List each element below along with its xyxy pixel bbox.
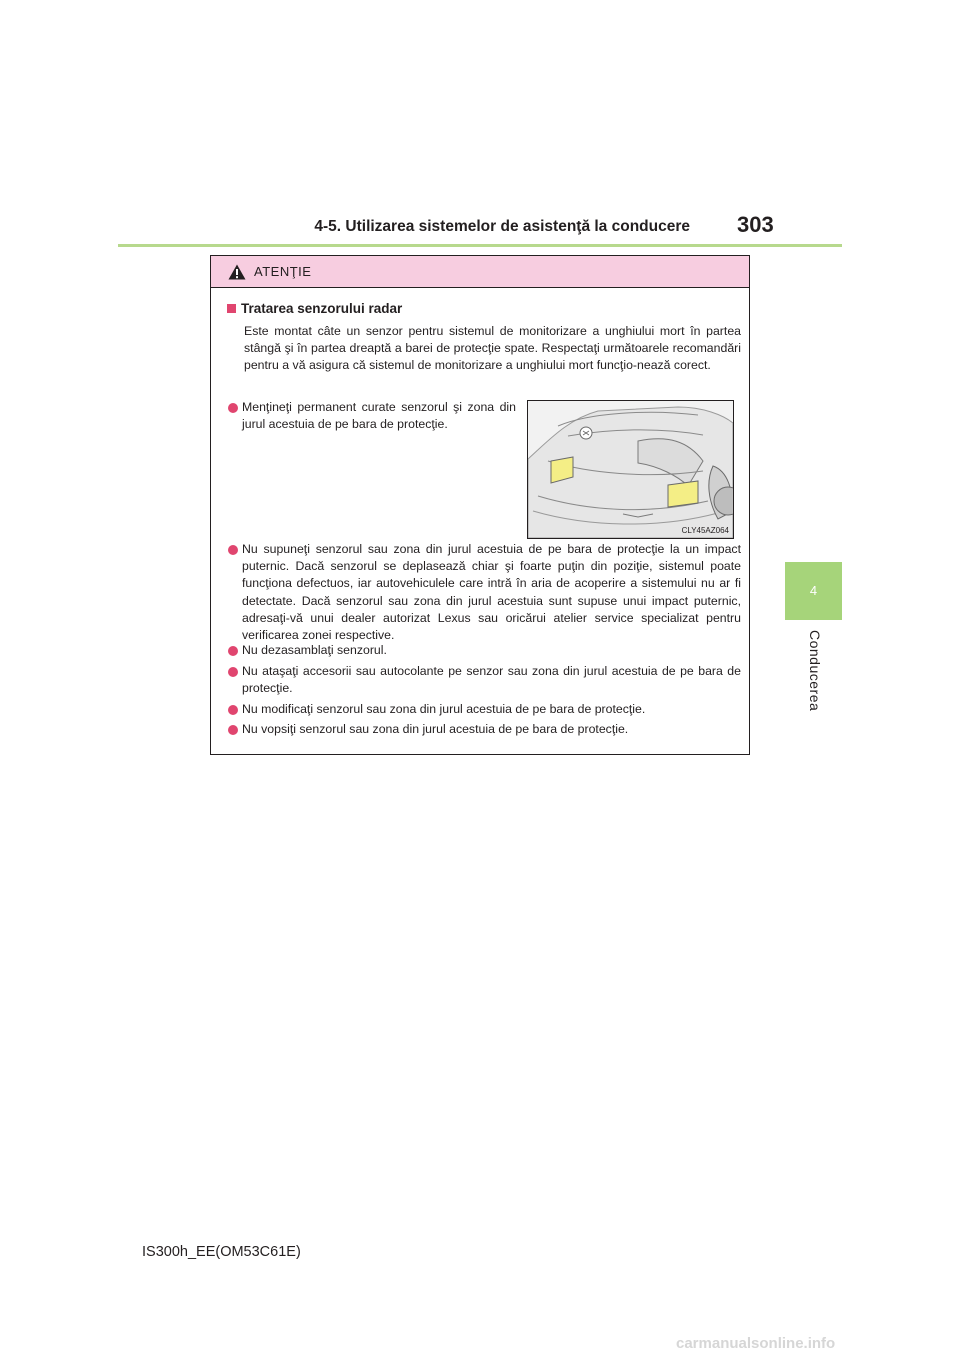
intro-paragraph: Este montat câte un senzor pentru sistemul de monitorizare a unghiului mort în partea stângă şi în partea dreaptă a barei de protecţie spate. Respectaţi următoarele recomandări pentru a vă asigura că sistemul de monitorizare a unghiului mort funcţio-nează corect. (244, 324, 741, 373)
bullet-text: Nu supuneţi senzorul sau zona din jurul acestuia de pe bara de protecţie la un impact puternic. Dacă senzorul se deplasează chiar şi foarte puţin din poziţie, sistemul poate funcţiona defectuos, iar autovehiculele care intră în aria de acoperire a sistemului nu ar fi detectate. Dacă senzorul sau zona din jurul acestuia sunt supuse unui impact puternic, adresaţi-vă unui dealer autorizat Lexus sau oricărui atelier service specializat pentru verificarea zonei respective. (242, 542, 741, 643)
bullet-item (228, 642, 741, 659)
bullet-dot-icon (228, 725, 238, 735)
warning-label: ATENŢIE (254, 264, 312, 279)
sensor-figure (527, 400, 734, 539)
right-sensor-icon (668, 481, 698, 507)
section-marker-icon (227, 304, 236, 313)
bullet-item (228, 701, 741, 718)
bullet-dot-icon (228, 403, 238, 413)
bullet-item (228, 721, 741, 738)
figure-code: CLY45AZ064 (681, 526, 729, 535)
warning-box (210, 255, 750, 755)
warning-triangle-icon (228, 264, 246, 280)
bullet-item (228, 663, 741, 697)
bullet-dot-icon (228, 545, 238, 555)
page-number: 303 (737, 212, 774, 237)
section-title-text: Tratarea senzorului radar (241, 301, 403, 316)
chapter-label: Conducerea (807, 630, 823, 712)
bullet-text: Nu vopsiţi senzorul sau zona din jurul acestuia de pe bara de protecţie. (242, 722, 629, 736)
section-title (227, 301, 402, 316)
bullet-item (228, 541, 741, 644)
header-title: 4-5. Utilizarea sistemelor de asistenţă la conducere (314, 218, 690, 235)
warning-box-header (211, 256, 749, 288)
watermark: carmanualsonline.info (676, 1335, 836, 1352)
bullet-text: Nu ataşaţi accesorii sau autocolante pe senzor sau zona din jurul acestuia de pe bara de protecţie. (242, 664, 741, 696)
bullet-text: Menţineţi permanent curate senzorul şi zona din jurul acestuia de pe bara de protecţie. (242, 400, 516, 432)
bullet-dot-icon (228, 646, 238, 656)
chapter-tab: 4 (785, 562, 842, 620)
bullet-dot-icon (228, 667, 238, 677)
bullet-dot-icon (228, 705, 238, 715)
footer-model-code: IS300h_EE(OM53C61E) (142, 1244, 301, 1260)
bullet-text: Nu dezasamblaţi senzorul. (242, 643, 387, 657)
header-rule (118, 244, 842, 247)
bullet-text: Nu modificaţi senzorul sau zona din jurul acestuia de pe bara de protecţie. (242, 702, 646, 716)
bullet-item (228, 399, 516, 433)
car-rear-bumper-illustration (528, 401, 733, 538)
